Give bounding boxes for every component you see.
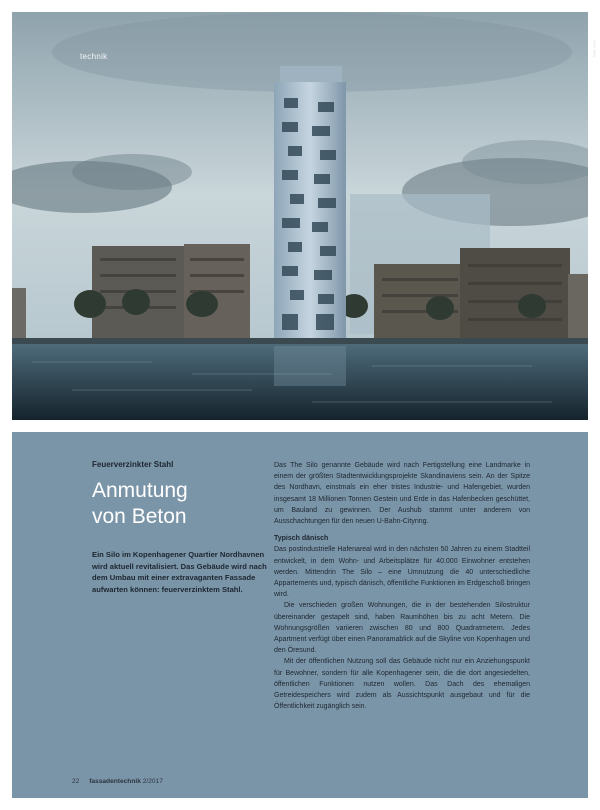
body-paragraph-4: Mit der öffentlichen Nutzung soll das Gebäude nicht nur ein Anziehungspunkt für Bewohner, sondern für alle Kopenhagener sein, die die dort angesiedelten, öffentlichen Funktionen nutzen wollen. Das Dach des ehemaligen Getreidespeichers wird zudem als Aussichtspunkt ausgebaut und für die Öffentlichkeit zugänglich sein.	[274, 658, 530, 711]
body-column	[274, 460, 530, 712]
silo-rendering	[12, 12, 588, 420]
page-number: 22	[72, 778, 80, 785]
section-label: technik	[80, 52, 108, 61]
article-panel	[12, 432, 588, 798]
body-paragraph-2: Das postindustrielle Hafenareal wird in den nächsten 50 Jahren zu einem Stadtteil entwickelt, in dem Wohn- und Arbeitsplätze für 40.000 Einwohner entstehen werden. Mittendrin The Silo – eine Umnutzung die 40 unterschiedliche Appartements und, typisch dänisch, öffentliche Funktionen im Erdgeschoß bringen wird.	[274, 546, 530, 599]
subheading: Typisch dänisch	[274, 535, 329, 543]
page-footer	[72, 778, 163, 785]
issue-number: 2/2017	[142, 778, 163, 785]
headline-line-2: von Beton	[92, 505, 187, 528]
kicker: Feuerverzinkter Stahl	[92, 460, 174, 469]
body-paragraph-1: Das The Silo genannte Gebäude wird nach Fertigstellung eine Landmarke in einem der größten Stadtentwicklungsprojekte Skandinaviens sein. An der Spitze des Nordhavn, einstmals ein eher tristes Industrie- und Hafengebiet, wurden insgesamt 18 Millionen Tonnen Gestein und Erde in das Hafenbecken geschüttet, um Bauland zu gewinnen. Der Aushub stammt unter anderem von Ausschachtungen für den neuen U-Bahn-Cityring.	[274, 462, 530, 526]
photo-credit: Bild: Sive	[592, 40, 597, 57]
magazine-name: fassadentechnik	[89, 778, 141, 785]
body-paragraph-3: Die verschieden großen Wohnungen, die in der bestehenden Silostruktur übereinander gestapelt sind, haben Raumhöhen bis zu acht Metern. Die Wohnungsgrößen variieren zwischen 80 und 800 Quadratmetern. Jedes Apartment verfügt über einen Panoramablick auf die Skyline von Kopenhagen und den Öresund.	[274, 602, 530, 655]
lead-paragraph: Ein Silo im Kopenhagener Quartier Nordhavnen wird aktuell revitalisiert. Das Gebäude wird nach dem Umbau mit einer extravaganten Fassade aufwarten können: feuerverzinktem Stahl.	[92, 550, 267, 594]
headline	[92, 478, 252, 530]
headline-line-1: Anmutung	[92, 479, 188, 502]
hero-photo	[12, 12, 588, 420]
